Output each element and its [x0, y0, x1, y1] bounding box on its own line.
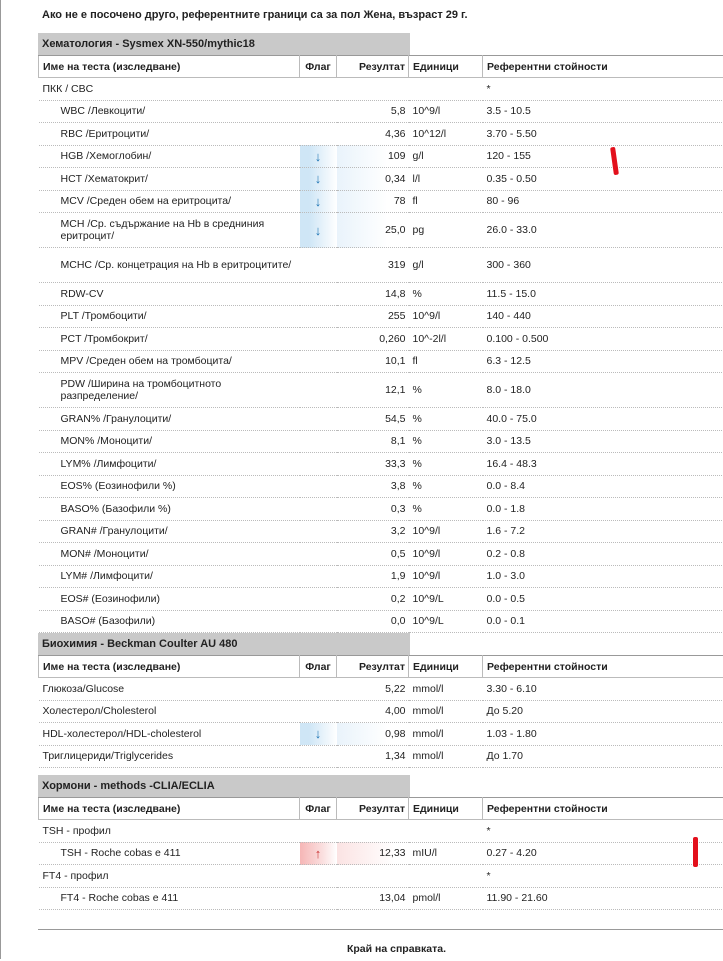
flag-high-icon: ↑ — [300, 842, 337, 865]
units: 10^9/l — [409, 520, 483, 543]
section-title: Хормони - methods -CLIA/ECLIA — [38, 775, 410, 797]
reference-range: 3.30 - 6.10 — [483, 678, 723, 701]
table-row — [39, 100, 723, 123]
table-row — [39, 520, 723, 543]
test-name: PCT /Тромбокрит/ — [39, 328, 300, 351]
units: mmol/l — [409, 745, 483, 768]
section-biochemistry — [38, 633, 723, 768]
table-row — [39, 543, 723, 566]
units — [409, 820, 483, 843]
units: 10^9/L — [409, 610, 483, 633]
result-value: 0,260 — [337, 328, 409, 351]
col-header-result: Резултат — [337, 656, 409, 678]
red-pen-marker-tsh — [693, 837, 698, 867]
units: 10^9/l — [409, 543, 483, 566]
flag-cell — [300, 543, 337, 566]
test-name: TSH - Roche cobas e 411 — [39, 842, 300, 865]
result-value: 54,5 — [337, 408, 409, 431]
result-value: 255 — [337, 305, 409, 328]
reference-range: 40.0 - 75.0 — [483, 408, 723, 431]
reference-range: 11.90 - 21.60 — [483, 887, 723, 910]
test-name: ПКК / CBC — [39, 78, 300, 101]
reference-range: 8.0 - 18.0 — [483, 373, 723, 408]
flag-cell — [300, 700, 337, 723]
col-header-name: Име на теста (изследване) — [39, 656, 300, 678]
flag-cell — [300, 123, 337, 146]
units: % — [409, 475, 483, 498]
result-value: 5,22 — [337, 678, 409, 701]
flag-cell — [300, 610, 337, 633]
test-name: HCT /Хематокрит/ — [39, 168, 300, 191]
col-header-flag: Флаг — [300, 56, 337, 78]
col-header-name: Име на теста (изследване) — [39, 798, 300, 820]
col-header-result: Резултат — [337, 56, 409, 78]
reference-range: * — [483, 865, 723, 888]
flag-cell — [300, 745, 337, 768]
test-name: LYM# /Лимфоцити/ — [39, 565, 300, 588]
test-name: HDL-холестерол/HDL-cholesterol — [39, 723, 300, 746]
col-header-reference: Референтни стойности — [483, 56, 723, 78]
col-header-result: Резултат — [337, 798, 409, 820]
reference-range: До 1.70 — [483, 745, 723, 768]
flag-cell — [300, 820, 337, 843]
test-name: FT4 - профил — [39, 865, 300, 888]
section-title: Биохимия - Beckman Coulter AU 480 — [38, 633, 410, 655]
reference-note: Ако не е посочено друго, референтните граници са за пол Жена, възраст 29 г. — [42, 9, 468, 21]
units: mIU/l — [409, 842, 483, 865]
table-row — [39, 887, 723, 910]
units: mmol/l — [409, 700, 483, 723]
reference-range: 0.27 - 4.20 — [483, 842, 723, 865]
table-row — [39, 700, 723, 723]
table-row — [39, 745, 723, 768]
test-name: MCHC /Ср. концетрация на Hb в еритроцитите/ — [39, 248, 300, 283]
result-value: 78 — [337, 190, 409, 213]
reference-range: 0.0 - 0.1 — [483, 610, 723, 633]
test-name: HGB /Хемоглобин/ — [39, 145, 300, 168]
result-value: 1,34 — [337, 745, 409, 768]
reference-range: 0.35 - 0.50 — [483, 168, 723, 191]
test-name: MON# /Моноцити/ — [39, 543, 300, 566]
footer-divider — [38, 929, 723, 930]
result-value: 0,98 — [337, 723, 409, 746]
reference-range: 300 - 360 — [483, 248, 723, 283]
result-value: 8,1 — [337, 430, 409, 453]
result-value: 33,3 — [337, 453, 409, 476]
flag-low-icon: ↓ — [300, 723, 337, 746]
reference-range: 16.4 - 48.3 — [483, 453, 723, 476]
reference-range: 26.0 - 33.0 — [483, 213, 723, 248]
table-row — [39, 373, 723, 408]
result-value: 5,8 — [337, 100, 409, 123]
flag-cell — [300, 328, 337, 351]
test-name: LYM% /Лимфоцити/ — [39, 453, 300, 476]
test-name: Триглицериди/Triglycerides — [39, 745, 300, 768]
result-value: 10,1 — [337, 350, 409, 373]
table-row — [39, 588, 723, 611]
result-value: 4,00 — [337, 700, 409, 723]
result-value: 109 — [337, 145, 409, 168]
test-name: MPV /Среден обем на тромбоцита/ — [39, 350, 300, 373]
table-row — [39, 610, 723, 633]
reference-range: 3.70 - 5.50 — [483, 123, 723, 146]
table-row — [39, 678, 723, 701]
table-row — [39, 78, 723, 101]
table-row — [39, 408, 723, 431]
units: mmol/l — [409, 678, 483, 701]
test-name: MCH /Ср. съдържание на Hb в средниния еритроцит/ — [39, 213, 300, 248]
result-value — [337, 865, 409, 888]
flag-low-icon: ↓ — [300, 213, 337, 248]
reference-range: 3.0 - 13.5 — [483, 430, 723, 453]
units: % — [409, 430, 483, 453]
result-value: 3,8 — [337, 475, 409, 498]
reference-range: * — [483, 78, 723, 101]
result-value: 12,33 — [337, 842, 409, 865]
section-hormones — [38, 775, 723, 910]
col-header-reference: Референтни стойности — [483, 798, 723, 820]
reference-range: 140 - 440 — [483, 305, 723, 328]
result-value: 0,34 — [337, 168, 409, 191]
flag-low-icon: ↓ — [300, 168, 337, 191]
reference-range: 0.0 - 1.8 — [483, 498, 723, 521]
table-row — [39, 842, 723, 865]
units: pg — [409, 213, 483, 248]
table-row — [39, 248, 723, 283]
reference-range: 11.5 - 15.0 — [483, 283, 723, 306]
units: l/l — [409, 168, 483, 191]
reference-range: 1.0 - 3.0 — [483, 565, 723, 588]
reference-range: До 5.20 — [483, 700, 723, 723]
reference-range: 120 - 155 — [483, 145, 723, 168]
flag-cell — [300, 283, 337, 306]
col-header-name: Име на теста (изследване) — [39, 56, 300, 78]
reference-range: 1.6 - 7.2 — [483, 520, 723, 543]
test-name: TSH - профил — [39, 820, 300, 843]
flag-cell — [300, 588, 337, 611]
flag-cell — [300, 350, 337, 373]
col-header-units: Единици — [409, 798, 483, 820]
test-name: GRAN# /Гранулоцити/ — [39, 520, 300, 543]
table-row — [39, 865, 723, 888]
units: fl — [409, 350, 483, 373]
table-row — [39, 213, 723, 248]
col-header-units: Единици — [409, 656, 483, 678]
test-name: RBC /Еритроцити/ — [39, 123, 300, 146]
col-header-flag: Флаг — [300, 656, 337, 678]
units: g/l — [409, 248, 483, 283]
units: 10^9/l — [409, 305, 483, 328]
result-value: 0,0 — [337, 610, 409, 633]
test-name: RDW-CV — [39, 283, 300, 306]
table-row — [39, 190, 723, 213]
reference-range: * — [483, 820, 723, 843]
result-value: 4,36 — [337, 123, 409, 146]
test-name: GRAN% /Гранулоцити/ — [39, 408, 300, 431]
flag-low-icon: ↓ — [300, 145, 337, 168]
result-value: 1,9 — [337, 565, 409, 588]
test-name: FT4 - Roche cobas e 411 — [39, 887, 300, 910]
result-value — [337, 820, 409, 843]
result-value: 319 — [337, 248, 409, 283]
units: 10^9/l — [409, 100, 483, 123]
units: g/l — [409, 145, 483, 168]
result-value — [337, 78, 409, 101]
test-name: BASO# (Базофили) — [39, 610, 300, 633]
flag-cell — [300, 865, 337, 888]
result-value: 0,5 — [337, 543, 409, 566]
flag-cell — [300, 565, 337, 588]
test-name: EOS% (Еозинофили %) — [39, 475, 300, 498]
test-name: EOS# (Еозинофили) — [39, 588, 300, 611]
units: 10^-2l/l — [409, 328, 483, 351]
flag-cell — [300, 678, 337, 701]
units: % — [409, 283, 483, 306]
col-header-units: Единици — [409, 56, 483, 78]
table-row — [39, 498, 723, 521]
result-value: 25,0 — [337, 213, 409, 248]
report-end: Край на справката. — [346, 943, 447, 955]
table-row — [39, 168, 723, 191]
section-hematology — [38, 33, 723, 633]
table-row — [39, 723, 723, 746]
result-value: 0,2 — [337, 588, 409, 611]
units: pmol/l — [409, 887, 483, 910]
table-row — [39, 820, 723, 843]
reference-range: 3.5 - 10.5 — [483, 100, 723, 123]
units: 10^9/L — [409, 588, 483, 611]
flag-low-icon: ↓ — [300, 190, 337, 213]
flag-cell — [300, 887, 337, 910]
flag-cell — [300, 408, 337, 431]
units: mmol/l — [409, 723, 483, 746]
units — [409, 78, 483, 101]
section-title: Хематология - Sysmex XN-550/mythic18 — [38, 33, 410, 55]
col-header-flag: Флаг — [300, 798, 337, 820]
reference-range: 80 - 96 — [483, 190, 723, 213]
flag-cell — [300, 373, 337, 408]
table-row — [39, 123, 723, 146]
flag-cell — [300, 78, 337, 101]
flag-cell — [300, 520, 337, 543]
units: % — [409, 408, 483, 431]
test-name: Холестерол/Cholesterol — [39, 700, 300, 723]
table-row — [39, 283, 723, 306]
flag-cell — [300, 475, 337, 498]
test-name: MON% /Моноцити/ — [39, 430, 300, 453]
table-row — [39, 145, 723, 168]
reference-range: 0.0 - 8.4 — [483, 475, 723, 498]
reference-range: 0.0 - 0.5 — [483, 588, 723, 611]
flag-cell — [300, 248, 337, 283]
units: % — [409, 373, 483, 408]
reference-range: 0.100 - 0.500 — [483, 328, 723, 351]
table-row — [39, 350, 723, 373]
table-row — [39, 305, 723, 328]
units: % — [409, 453, 483, 476]
table-row — [39, 453, 723, 476]
results-table — [38, 797, 723, 910]
results-table — [38, 655, 723, 768]
flag-cell — [300, 100, 337, 123]
units: 10^9/l — [409, 565, 483, 588]
col-header-reference: Референтни стойности — [483, 656, 723, 678]
test-name: BASO% (Базофили %) — [39, 498, 300, 521]
reference-range: 0.2 - 0.8 — [483, 543, 723, 566]
table-row — [39, 430, 723, 453]
table-row — [39, 565, 723, 588]
flag-cell — [300, 498, 337, 521]
units: % — [409, 498, 483, 521]
reference-range: 1.03 - 1.80 — [483, 723, 723, 746]
test-name: PDW /Ширина на тромбоцитното разпределение/ — [39, 373, 300, 408]
result-value: 3,2 — [337, 520, 409, 543]
flag-cell — [300, 430, 337, 453]
units: fl — [409, 190, 483, 213]
test-name: PLT /Тромбоцити/ — [39, 305, 300, 328]
result-value: 12,1 — [337, 373, 409, 408]
units — [409, 865, 483, 888]
test-name: Глюкоза/Glucose — [39, 678, 300, 701]
table-row — [39, 328, 723, 351]
test-name: MCV /Среден обем на еритроцита/ — [39, 190, 300, 213]
result-value: 0,3 — [337, 498, 409, 521]
result-value: 13,04 — [337, 887, 409, 910]
result-value: 14,8 — [337, 283, 409, 306]
test-name: WBC /Левкоцити/ — [39, 100, 300, 123]
results-table — [38, 55, 723, 633]
table-row — [39, 475, 723, 498]
reference-range: 6.3 - 12.5 — [483, 350, 723, 373]
units: 10^12/l — [409, 123, 483, 146]
flag-cell — [300, 305, 337, 328]
flag-cell — [300, 453, 337, 476]
